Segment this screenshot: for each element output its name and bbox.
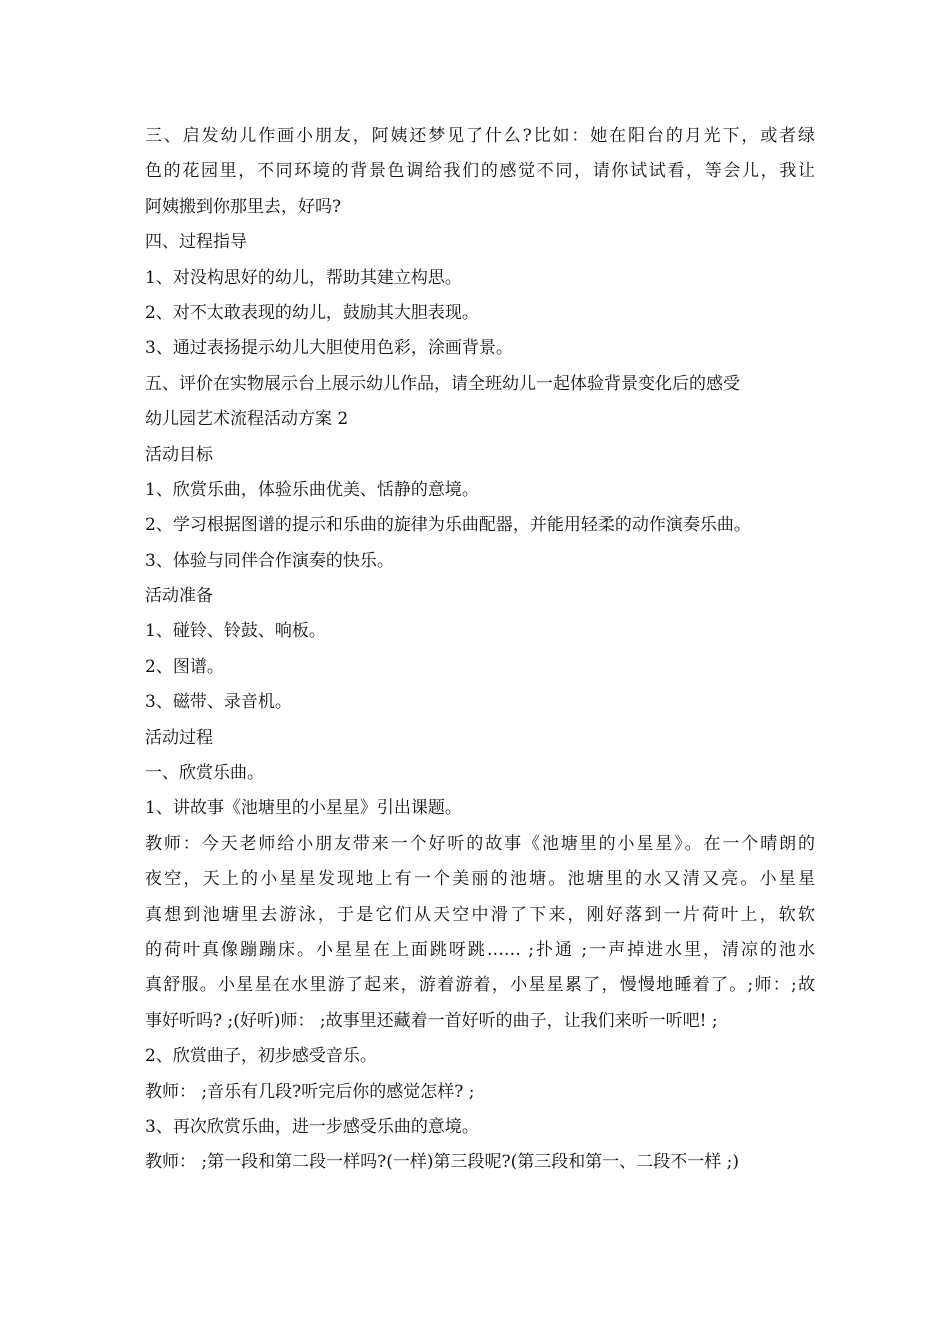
list-item: 2、图谱。	[145, 656, 224, 677]
section-heading: 四、过程指导	[145, 232, 247, 253]
list-item: 2、学习根据图谱的提示和乐曲的旋律为乐曲配器，并能用轻柔的动作演奏乐曲。	[145, 515, 751, 536]
document-subtitle: 幼儿园艺术流程活动方案 2	[145, 409, 349, 430]
text-line: 真舒服。小星星在水里游了起来，游着游着，小星星累了，慢慢地睡着了。;师：;故	[145, 975, 815, 996]
section-heading: 活动过程	[145, 727, 213, 748]
paragraph-story	[145, 827, 815, 1039]
document-body	[145, 119, 815, 1181]
text-line: 教师： ;第一段和第二段一样吗?(一样)第三段呢?(第三段和第一、二段不一样 ;)	[145, 1152, 740, 1173]
list-item: 2、对不太敢表现的幼儿，鼓励其大胆表现。	[145, 302, 479, 323]
list-item: 3、磁带、录音机。	[145, 692, 292, 713]
text-line: 阿姨搬到你那里去，好吗?	[145, 196, 342, 217]
list-item: 3、体验与同伴合作演奏的快乐。	[145, 550, 394, 571]
list-item: 3、再次欣赏乐曲，进一步感受乐曲的意境。	[145, 1116, 479, 1137]
list-item: 1、碰铃、铃鼓、响板。	[145, 621, 326, 642]
text-line: 真想到池塘里去游泳，于是它们从天空中滑了下来，刚好落到一片荷叶上，软软	[145, 904, 815, 925]
list-item: 1、对没构思好的幼儿，帮助其建立构思。	[145, 267, 462, 288]
text-line: 色的花园里，不同环境的背景色调给我们的感觉不同，请你试试看，等会儿，我让	[145, 161, 815, 182]
text-line: 事好听吗? ;(好听)师： ;故事里还藏着一首好听的曲子，让我们来听一听吧! ;	[145, 1010, 718, 1031]
text-line: 教师： ;音乐有几段?听完后你的感觉怎样? ;	[145, 1081, 475, 1102]
section-heading: 活动准备	[145, 586, 213, 607]
list-item: 1、欣赏乐曲，体验乐曲优美、恬静的意境。	[145, 479, 479, 500]
section-heading: 活动目标	[145, 444, 213, 465]
list-item: 2、欣赏曲子，初步感受音乐。	[145, 1046, 377, 1067]
section-heading: 一、欣赏乐曲。	[145, 763, 264, 784]
text-line: 五、评价在实物展示台上展示幼儿作品，请全班幼儿一起体验背景变化后的感受	[145, 373, 740, 394]
text-line: 教师：今天老师给小朋友带来一个好听的故事《池塘里的小星星》。在一个晴朗的	[145, 833, 815, 854]
paragraph-section-three	[145, 119, 815, 225]
list-item: 3、通过表扬提示幼儿大胆使用色彩，涂画背景。	[145, 338, 513, 359]
text-line: 夜空，天上的小星星发现地上有一个美丽的池塘。池塘里的水又清又亮。小星星	[145, 869, 815, 890]
text-line: 的荷叶真像蹦蹦床。小星星在上面跳呀跳…… ;扑通 ;一声掉进水里，清凉的池水	[145, 939, 815, 960]
text-line: 三、启发幼儿作画小朋友，阿姨还梦见了什么?比如：她在阳台的月光下，或者绿	[145, 126, 815, 146]
list-item: 1、讲故事《池塘里的小星星》引出课题。	[145, 798, 462, 819]
